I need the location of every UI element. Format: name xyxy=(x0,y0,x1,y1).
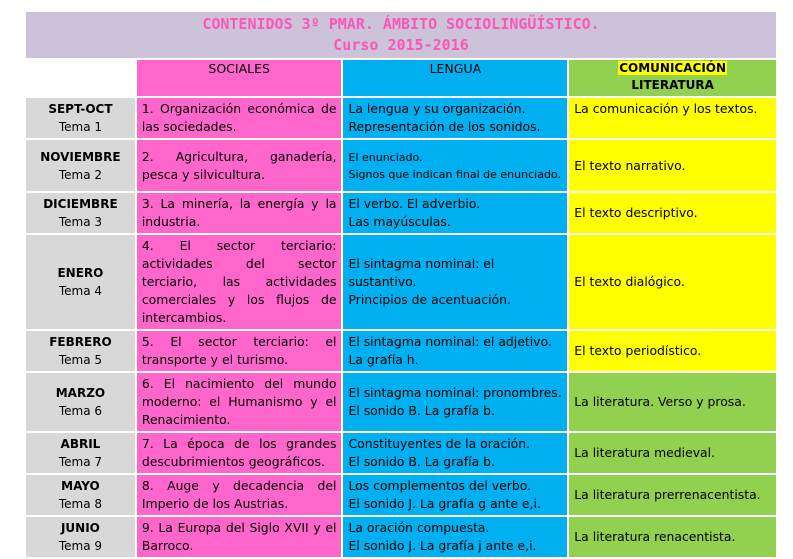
sociales-cell: 6. El nacimiento del mundo moderno: el Humanismo y el Renacimiento. xyxy=(137,373,342,431)
month-label: ENERO xyxy=(57,266,104,280)
lengua-line: La oración compuesta. xyxy=(348,520,490,535)
month-cell xyxy=(26,193,135,233)
month-label: MARZO xyxy=(55,386,106,400)
lengua-line: Constituyentes de la oración. xyxy=(348,436,531,451)
sociales-cell: 2. Agricultura, ganadería, pesca y silvicultura. xyxy=(137,140,342,191)
sociales-cell: 3. La minería, la energía y la industria. xyxy=(137,193,342,233)
comunicacion-cell: La literatura renacentista. xyxy=(569,517,776,557)
header-comunicacion-literatura xyxy=(569,60,776,96)
month-cell xyxy=(26,373,135,431)
comunicacion-cell: La literatura. Verso y prosa. xyxy=(569,373,776,431)
lengua-line: El verbo. El adverbio. xyxy=(348,196,481,211)
sociales-cell: 8. Auge y decadencia del Imperio de los Austrias. xyxy=(137,475,342,515)
lengua-cell xyxy=(343,235,567,329)
table-row xyxy=(26,517,776,557)
tema-label: Tema 7 xyxy=(58,455,103,469)
header-comunicacion: COMUNICACIÓN xyxy=(619,61,727,75)
lengua-line: El sonido B. La grafía b. xyxy=(348,454,495,469)
comunicacion-cell: El texto periodístico. xyxy=(569,331,776,371)
sociales-cell: 7. La época de los grandes descubrimientos geográficos. xyxy=(137,433,342,473)
comunicacion-cell: El texto narrativo. xyxy=(569,140,776,191)
sociales-cell: 9. La Europa del Siglo XVII y el Barroco. xyxy=(137,517,342,557)
lengua-line: El sonido J. La grafía g ante e,i. xyxy=(348,496,541,511)
month-cell xyxy=(26,433,135,473)
comunicacion-cell: El texto dialógico. xyxy=(569,235,776,329)
table-row xyxy=(26,193,776,233)
tema-label: Tema 4 xyxy=(58,284,103,298)
lengua-line: Representación de los sonidos. xyxy=(348,119,541,134)
header-sociales: SOCIALES xyxy=(137,60,342,96)
lengua-cell xyxy=(343,373,567,431)
tema-label: Tema 9 xyxy=(58,539,103,553)
tema-label: Tema 1 xyxy=(58,120,103,134)
lengua-line: El sonido B. La grafía b. xyxy=(348,403,495,418)
sociales-cell: 1. Organización económica de las sociedades. xyxy=(137,98,342,138)
table-row xyxy=(26,331,776,371)
month-label: NOVIEMBRE xyxy=(40,149,121,164)
month-label: MAYO xyxy=(61,479,100,493)
header-lengua: LENGUA xyxy=(343,60,567,96)
title-text: CONTENIDOS 3º PMAR. ÁMBITO SOCIOLINGÜÍSTICO. xyxy=(202,15,600,33)
tema-label: Tema 5 xyxy=(58,353,103,367)
lengua-cell xyxy=(343,140,567,191)
lengua-cell xyxy=(343,433,567,473)
lengua-line: Principios de acentuación. xyxy=(348,292,511,307)
month-cell xyxy=(26,140,135,191)
lengua-line: El sonido J. La grafía j ante e,i. xyxy=(348,538,537,553)
month-cell xyxy=(26,517,135,557)
lengua-line: Las mayúsculas. xyxy=(348,214,451,229)
lengua-line: Signos que indican final de enunciado. xyxy=(348,167,561,181)
month-label: SEPT-OCT xyxy=(48,102,113,116)
comunicacion-cell: El texto descriptivo. xyxy=(569,193,776,233)
month-cell xyxy=(26,475,135,515)
lengua-line: El enunciado. xyxy=(348,150,423,164)
comunicacion-cell: La comunicación y los textos. xyxy=(569,98,776,138)
month-label: FEBRERO xyxy=(49,335,112,349)
column-header-row xyxy=(26,60,776,96)
comunicacion-cell: La literatura prerrenacentista. xyxy=(569,475,776,515)
lengua-cell xyxy=(343,193,567,233)
title-row xyxy=(26,12,776,58)
lengua-cell xyxy=(343,475,567,515)
lengua-line: La lengua y su organización. xyxy=(348,101,526,116)
table-row xyxy=(26,98,776,138)
month-cell xyxy=(26,331,135,371)
sociales-cell: 4. El sector terciario: actividades del sector terciario, las actividades comerciales y los flujos de intercambios. xyxy=(137,235,342,329)
month-label: ABRIL xyxy=(60,437,101,451)
lengua-line: El sintagma nominal: pronombres. xyxy=(348,385,562,400)
contents-table xyxy=(24,10,778,559)
month-cell xyxy=(26,98,135,138)
lengua-line: El sintagma nominal: el adjetivo. xyxy=(348,334,552,349)
tema-label: Tema 2 xyxy=(58,167,103,182)
contents-table-container xyxy=(24,10,778,559)
lengua-line: Los complementos del verbo. xyxy=(348,478,532,493)
month-cell xyxy=(26,235,135,329)
table-row xyxy=(26,475,776,515)
month-label: JUNIO xyxy=(60,521,100,535)
header-blank-cell xyxy=(26,60,135,96)
subtitle-text: Curso 2015-2016 xyxy=(333,36,469,54)
table-row xyxy=(26,433,776,473)
lengua-line: La grafía h. xyxy=(348,352,419,367)
sociales-cell: 5. El sector terciario: el transporte y el turismo. xyxy=(137,331,342,371)
tema-label: Tema 6 xyxy=(58,404,103,418)
comunicacion-cell: La literatura medieval. xyxy=(569,433,776,473)
tema-label: Tema 8 xyxy=(58,497,103,511)
lengua-cell xyxy=(343,331,567,371)
table-row xyxy=(26,373,776,431)
lengua-cell xyxy=(343,98,567,138)
tema-label: Tema 3 xyxy=(58,215,103,229)
month-label: DICIEMBRE xyxy=(43,197,118,211)
lengua-line: El sintagma nominal: el sustantivo. xyxy=(348,256,495,289)
header-literatura: LITERATURA xyxy=(631,78,714,92)
page-title xyxy=(26,12,776,58)
lengua-cell xyxy=(343,517,567,557)
table-row xyxy=(26,235,776,329)
table-row xyxy=(26,140,776,191)
